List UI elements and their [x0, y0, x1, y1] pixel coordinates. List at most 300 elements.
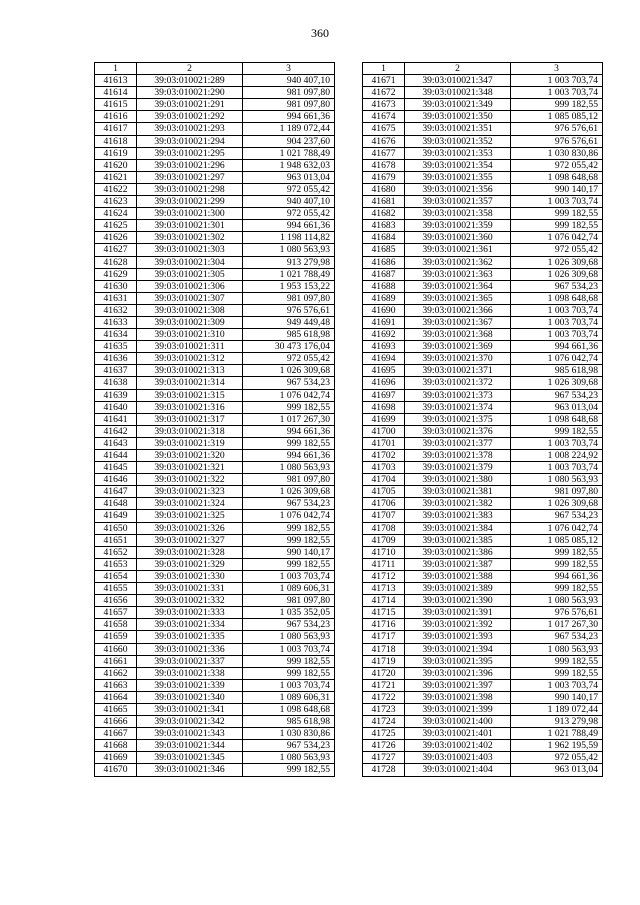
table-row: [95, 353, 335, 365]
row-number-cell: 41703: [363, 462, 405, 474]
row-number-cell: 41724: [363, 716, 405, 728]
amount-cell: 1 026 309,68: [511, 377, 603, 389]
amount-cell: 990 140,17: [511, 183, 603, 195]
cadastral-number-cell: 39:03:010021:392: [405, 619, 511, 631]
cadastral-number-cell: 39:03:010021:352: [405, 135, 511, 147]
amount-cell: 972 055,42: [511, 244, 603, 256]
cadastral-number-cell: 39:03:010021:355: [405, 171, 511, 183]
table-row: [95, 135, 335, 147]
table-row: [363, 764, 603, 776]
row-number-cell: 41663: [95, 679, 137, 691]
row-number-cell: 41644: [95, 450, 137, 462]
cadastral-number-cell: 39:03:010021:367: [405, 316, 511, 328]
amount-cell: 1 089 606,31: [243, 691, 335, 703]
table-row: [363, 304, 603, 316]
cadastral-number-cell: 39:03:010021:342: [137, 716, 243, 728]
amount-cell: 1 080 563,93: [243, 462, 335, 474]
amount-cell: 1 080 563,93: [243, 244, 335, 256]
cadastral-number-cell: 39:03:010021:294: [137, 135, 243, 147]
row-number-cell: 41717: [363, 631, 405, 643]
cadastral-number-cell: 39:03:010021:373: [405, 389, 511, 401]
row-number-cell: 41686: [363, 256, 405, 268]
table-row: [95, 425, 335, 437]
row-number-cell: 41702: [363, 450, 405, 462]
row-number-cell: 41706: [363, 498, 405, 510]
row-number-cell: 41651: [95, 534, 137, 546]
table-row: [95, 522, 335, 534]
table-row: [363, 183, 603, 195]
amount-cell: 1 030 830,86: [243, 728, 335, 740]
table-row: [363, 474, 603, 486]
amount-cell: 1 003 703,74: [511, 87, 603, 99]
cadastral-number-cell: 39:03:010021:290: [137, 87, 243, 99]
row-number-cell: 41657: [95, 607, 137, 619]
row-number-cell: 41725: [363, 728, 405, 740]
amount-cell: 1 098 648,68: [511, 171, 603, 183]
amount-cell: 1 035 352,05: [243, 607, 335, 619]
row-number-cell: 41671: [363, 75, 405, 87]
amount-cell: 913 279,98: [511, 716, 603, 728]
amount-cell: 1 017 267,30: [511, 619, 603, 631]
cadastral-number-cell: 39:03:010021:385: [405, 534, 511, 546]
amount-cell: 1 030 830,86: [511, 147, 603, 159]
amount-cell: 981 097,80: [243, 292, 335, 304]
amount-cell: 1 189 072,44: [511, 703, 603, 715]
amount-cell: 985 618,98: [243, 329, 335, 341]
amount-cell: 1 003 703,74: [511, 437, 603, 449]
table-row: [95, 316, 335, 328]
amount-cell: 981 097,80: [511, 486, 603, 498]
cadastral-number-cell: 39:03:010021:327: [137, 534, 243, 546]
table-row: [363, 171, 603, 183]
amount-cell: 999 182,55: [511, 425, 603, 437]
amount-cell: 940 407,10: [243, 75, 335, 87]
cadastral-number-cell: 39:03:010021:394: [405, 643, 511, 655]
amount-cell: 976 576,61: [511, 123, 603, 135]
cadastral-number-cell: 39:03:010021:295: [137, 147, 243, 159]
cadastral-number-cell: 39:03:010021:365: [405, 292, 511, 304]
cadastral-number-cell: 39:03:010021:353: [405, 147, 511, 159]
amount-cell: 963 013,04: [511, 401, 603, 413]
amount-cell: 972 055,42: [511, 159, 603, 171]
cadastral-number-cell: 39:03:010021:347: [405, 75, 511, 87]
amount-cell: 1 080 563,93: [243, 752, 335, 764]
cadastral-number-cell: 39:03:010021:380: [405, 474, 511, 486]
cadastral-number-cell: 39:03:010021:397: [405, 679, 511, 691]
cadastral-number-cell: 39:03:010021:336: [137, 643, 243, 655]
table-row: [95, 111, 335, 123]
table-row: [363, 75, 603, 87]
row-number-cell: 41685: [363, 244, 405, 256]
amount-cell: 1 003 703,74: [511, 75, 603, 87]
amount-cell: 1 085 085,12: [511, 111, 603, 123]
cadastral-number-cell: 39:03:010021:396: [405, 667, 511, 679]
table-row: [363, 558, 603, 570]
table-row: [95, 498, 335, 510]
cadastral-number-cell: 39:03:010021:307: [137, 292, 243, 304]
row-number-cell: 41658: [95, 619, 137, 631]
row-number-cell: 41634: [95, 329, 137, 341]
row-number-cell: 41718: [363, 643, 405, 655]
table-row: [363, 667, 603, 679]
row-number-cell: 41626: [95, 232, 137, 244]
cadastral-number-cell: 39:03:010021:360: [405, 232, 511, 244]
amount-cell: 999 182,55: [243, 534, 335, 546]
table-row: [363, 353, 603, 365]
amount-cell: 1 026 309,68: [243, 486, 335, 498]
table-row: [95, 486, 335, 498]
right-table: [362, 62, 603, 777]
table-row: [363, 583, 603, 595]
cadastral-number-cell: 39:03:010021:378: [405, 450, 511, 462]
row-number-cell: 41661: [95, 655, 137, 667]
row-number-cell: 41656: [95, 595, 137, 607]
table-row: [95, 341, 335, 353]
table-row: [363, 510, 603, 522]
row-number-cell: 41698: [363, 401, 405, 413]
row-number-cell: 41666: [95, 716, 137, 728]
table-row: [95, 87, 335, 99]
amount-cell: 1 021 788,49: [243, 147, 335, 159]
amount-cell: 999 182,55: [243, 401, 335, 413]
row-number-cell: 41667: [95, 728, 137, 740]
row-number-cell: 41627: [95, 244, 137, 256]
column-header-2: 2: [405, 63, 511, 75]
row-number-cell: 41646: [95, 474, 137, 486]
table-row: [363, 728, 603, 740]
row-number-cell: 41628: [95, 256, 137, 268]
cadastral-number-cell: 39:03:010021:395: [405, 655, 511, 667]
table-row: [95, 728, 335, 740]
cadastral-number-cell: 39:03:010021:317: [137, 413, 243, 425]
cadastral-number-cell: 39:03:010021:398: [405, 691, 511, 703]
row-number-cell: 41645: [95, 462, 137, 474]
table-row: [95, 570, 335, 582]
amount-cell: 1 003 703,74: [511, 679, 603, 691]
amount-cell: 972 055,42: [243, 353, 335, 365]
table-row: [95, 450, 335, 462]
amount-cell: 994 661,36: [243, 450, 335, 462]
table-row: [363, 619, 603, 631]
cadastral-number-cell: 39:03:010021:386: [405, 546, 511, 558]
row-number-cell: 41679: [363, 171, 405, 183]
cadastral-number-cell: 39:03:010021:341: [137, 703, 243, 715]
table-row: [363, 365, 603, 377]
table-row: [95, 292, 335, 304]
amount-cell: 999 182,55: [511, 667, 603, 679]
table-row: [363, 534, 603, 546]
row-number-cell: 41696: [363, 377, 405, 389]
table-row: [363, 450, 603, 462]
row-number-cell: 41623: [95, 196, 137, 208]
amount-cell: 1 026 309,68: [511, 498, 603, 510]
amount-cell: 1 098 648,68: [511, 292, 603, 304]
cadastral-number-cell: 39:03:010021:326: [137, 522, 243, 534]
row-number-cell: 41727: [363, 752, 405, 764]
row-number-cell: 41680: [363, 183, 405, 195]
amount-cell: 999 182,55: [511, 583, 603, 595]
amount-cell: 949 449,48: [243, 316, 335, 328]
amount-cell: 994 661,36: [511, 570, 603, 582]
amount-cell: 972 055,42: [511, 752, 603, 764]
amount-cell: 967 534,23: [511, 389, 603, 401]
table-row: [363, 655, 603, 667]
cadastral-number-cell: 39:03:010021:315: [137, 389, 243, 401]
row-number-cell: 41638: [95, 377, 137, 389]
cadastral-number-cell: 39:03:010021:316: [137, 401, 243, 413]
amount-cell: 1 026 309,68: [511, 256, 603, 268]
table-row: [363, 147, 603, 159]
table-row: [363, 716, 603, 728]
row-number-cell: 41722: [363, 691, 405, 703]
cadastral-number-cell: 39:03:010021:403: [405, 752, 511, 764]
cadastral-number-cell: 39:03:010021:384: [405, 522, 511, 534]
table-row: [95, 147, 335, 159]
cadastral-number-cell: 39:03:010021:300: [137, 208, 243, 220]
amount-cell: 976 576,61: [243, 304, 335, 316]
table-row: [363, 595, 603, 607]
table-row: [95, 631, 335, 643]
cadastral-number-cell: 39:03:010021:304: [137, 256, 243, 268]
table-row: [363, 316, 603, 328]
cadastral-number-cell: 39:03:010021:293: [137, 123, 243, 135]
row-number-cell: 41664: [95, 691, 137, 703]
cadastral-number-cell: 39:03:010021:338: [137, 667, 243, 679]
table-row: [95, 703, 335, 715]
amount-cell: 994 661,36: [243, 220, 335, 232]
row-number-cell: 41616: [95, 111, 137, 123]
row-number-cell: 41688: [363, 280, 405, 292]
amount-cell: 967 534,23: [511, 280, 603, 292]
cadastral-number-cell: 39:03:010021:390: [405, 595, 511, 607]
row-number-cell: 41642: [95, 425, 137, 437]
table-row: [95, 99, 335, 111]
row-number-cell: 41614: [95, 87, 137, 99]
cadastral-number-cell: 39:03:010021:350: [405, 111, 511, 123]
table-row: [363, 413, 603, 425]
cadastral-number-cell: 39:03:010021:298: [137, 183, 243, 195]
amount-cell: 967 534,23: [511, 510, 603, 522]
table-row: [95, 75, 335, 87]
row-number-cell: 41723: [363, 703, 405, 715]
row-number-cell: 41672: [363, 87, 405, 99]
cadastral-number-cell: 39:03:010021:301: [137, 220, 243, 232]
row-number-cell: 41613: [95, 75, 137, 87]
cadastral-number-cell: 39:03:010021:368: [405, 329, 511, 341]
cadastral-number-cell: 39:03:010021:372: [405, 377, 511, 389]
table-row: [363, 268, 603, 280]
amount-cell: 999 182,55: [243, 667, 335, 679]
cadastral-number-cell: 39:03:010021:404: [405, 764, 511, 776]
row-number-cell: 41728: [363, 764, 405, 776]
amount-cell: 999 182,55: [511, 99, 603, 111]
table-row: [363, 196, 603, 208]
amount-cell: 1 962 195,59: [511, 740, 603, 752]
amount-cell: 967 534,23: [243, 377, 335, 389]
amount-cell: 999 182,55: [511, 208, 603, 220]
table-row: [95, 208, 335, 220]
column-header-1: 1: [363, 63, 405, 75]
table-row: [363, 377, 603, 389]
row-number-cell: 41714: [363, 595, 405, 607]
amount-cell: 1 085 085,12: [511, 534, 603, 546]
cadastral-number-cell: 39:03:010021:289: [137, 75, 243, 87]
amount-cell: 904 237,60: [243, 135, 335, 147]
cadastral-number-cell: 39:03:010021:346: [137, 764, 243, 776]
amount-cell: 1 003 703,74: [511, 196, 603, 208]
amount-cell: 940 407,10: [243, 196, 335, 208]
table-row: [95, 655, 335, 667]
table-row: [95, 534, 335, 546]
table-row: [95, 462, 335, 474]
table-row: [95, 740, 335, 752]
cadastral-number-cell: 39:03:010021:379: [405, 462, 511, 474]
table-row: [95, 365, 335, 377]
cadastral-number-cell: 39:03:010021:362: [405, 256, 511, 268]
row-number-cell: 41673: [363, 99, 405, 111]
amount-cell: 1 003 703,74: [511, 316, 603, 328]
table-row: [95, 679, 335, 691]
amount-cell: 1 089 606,31: [243, 583, 335, 595]
table-row: [363, 679, 603, 691]
amount-cell: 1 076 042,74: [243, 510, 335, 522]
row-number-cell: 41668: [95, 740, 137, 752]
cadastral-number-cell: 39:03:010021:377: [405, 437, 511, 449]
amount-cell: 967 534,23: [243, 498, 335, 510]
row-number-cell: 41678: [363, 159, 405, 171]
row-number-cell: 41665: [95, 703, 137, 715]
table-row: [363, 691, 603, 703]
row-number-cell: 41710: [363, 546, 405, 558]
cadastral-number-cell: 39:03:010021:399: [405, 703, 511, 715]
table-header-row: [363, 63, 603, 75]
row-number-cell: 41636: [95, 353, 137, 365]
cadastral-number-cell: 39:03:010021:371: [405, 365, 511, 377]
cadastral-number-cell: 39:03:010021:297: [137, 171, 243, 183]
amount-cell: 981 097,80: [243, 595, 335, 607]
row-number-cell: 41712: [363, 570, 405, 582]
cadastral-number-cell: 39:03:010021:351: [405, 123, 511, 135]
table-row: [95, 329, 335, 341]
row-number-cell: 41726: [363, 740, 405, 752]
row-number-cell: 41655: [95, 583, 137, 595]
table-row: [363, 752, 603, 764]
amount-cell: 1 080 563,93: [511, 643, 603, 655]
row-number-cell: 41619: [95, 147, 137, 159]
cadastral-number-cell: 39:03:010021:328: [137, 546, 243, 558]
amount-cell: 972 055,42: [243, 183, 335, 195]
table-row: [95, 474, 335, 486]
row-number-cell: 41697: [363, 389, 405, 401]
cadastral-number-cell: 39:03:010021:356: [405, 183, 511, 195]
amount-cell: 999 182,55: [243, 764, 335, 776]
row-number-cell: 41624: [95, 208, 137, 220]
row-number-cell: 41701: [363, 437, 405, 449]
page-number: 360: [311, 26, 329, 40]
row-number-cell: 41713: [363, 583, 405, 595]
cadastral-number-cell: 39:03:010021:303: [137, 244, 243, 256]
cadastral-number-cell: 39:03:010021:306: [137, 280, 243, 292]
column-header-3: 3: [243, 63, 335, 75]
row-number-cell: 41648: [95, 498, 137, 510]
amount-cell: 963 013,04: [243, 171, 335, 183]
row-number-cell: 41615: [95, 99, 137, 111]
cadastral-number-cell: 39:03:010021:348: [405, 87, 511, 99]
cadastral-number-cell: 39:03:010021:319: [137, 437, 243, 449]
row-number-cell: 41700: [363, 425, 405, 437]
cadastral-number-cell: 39:03:010021:332: [137, 595, 243, 607]
row-number-cell: 41649: [95, 510, 137, 522]
amount-cell: 1 076 042,74: [243, 389, 335, 401]
cadastral-number-cell: 39:03:010021:381: [405, 486, 511, 498]
amount-cell: 1 003 703,74: [511, 329, 603, 341]
table-row: [363, 643, 603, 655]
cadastral-number-cell: 39:03:010021:292: [137, 111, 243, 123]
cadastral-number-cell: 39:03:010021:337: [137, 655, 243, 667]
cadastral-number-cell: 39:03:010021:314: [137, 377, 243, 389]
row-number-cell: 41720: [363, 667, 405, 679]
row-number-cell: 41681: [363, 196, 405, 208]
cadastral-number-cell: 39:03:010021:383: [405, 510, 511, 522]
row-number-cell: 41640: [95, 401, 137, 413]
row-number-cell: 41674: [363, 111, 405, 123]
amount-cell: 967 534,23: [511, 631, 603, 643]
amount-cell: 999 182,55: [243, 522, 335, 534]
amount-cell: 981 097,80: [243, 87, 335, 99]
amount-cell: 1 021 788,49: [511, 728, 603, 740]
table-row: [95, 413, 335, 425]
cadastral-number-cell: 39:03:010021:299: [137, 196, 243, 208]
row-number-cell: 41691: [363, 316, 405, 328]
table-row: [95, 667, 335, 679]
amount-cell: 1 080 563,93: [243, 631, 335, 643]
row-number-cell: 41647: [95, 486, 137, 498]
table-row: [363, 341, 603, 353]
amount-cell: 1 076 042,74: [511, 232, 603, 244]
amount-cell: 1 080 563,93: [511, 474, 603, 486]
table-row: [95, 764, 335, 776]
cadastral-number-cell: 39:03:010021:320: [137, 450, 243, 462]
table-row: [95, 510, 335, 522]
cadastral-number-cell: 39:03:010021:323: [137, 486, 243, 498]
table-row: [363, 232, 603, 244]
amount-cell: 1 080 563,93: [511, 595, 603, 607]
amount-cell: 999 182,55: [243, 558, 335, 570]
amount-cell: 967 534,23: [243, 740, 335, 752]
table-row: [95, 159, 335, 171]
table-row: [363, 159, 603, 171]
table-row: [95, 691, 335, 703]
amount-cell: 990 140,17: [511, 691, 603, 703]
amount-cell: 1 076 042,74: [511, 522, 603, 534]
amount-cell: 994 661,36: [511, 341, 603, 353]
cadastral-number-cell: 39:03:010021:354: [405, 159, 511, 171]
row-number-cell: 41699: [363, 413, 405, 425]
table-row: [95, 389, 335, 401]
table-row: [95, 546, 335, 558]
cadastral-number-cell: 39:03:010021:302: [137, 232, 243, 244]
table-row: [363, 546, 603, 558]
row-number-cell: 41632: [95, 304, 137, 316]
row-number-cell: 41625: [95, 220, 137, 232]
table-row: [95, 123, 335, 135]
cadastral-number-cell: 39:03:010021:401: [405, 728, 511, 740]
amount-cell: 981 097,80: [243, 99, 335, 111]
cadastral-number-cell: 39:03:010021:334: [137, 619, 243, 631]
amount-cell: 1 003 703,74: [243, 570, 335, 582]
table-row: [95, 558, 335, 570]
row-number-cell: 41643: [95, 437, 137, 449]
